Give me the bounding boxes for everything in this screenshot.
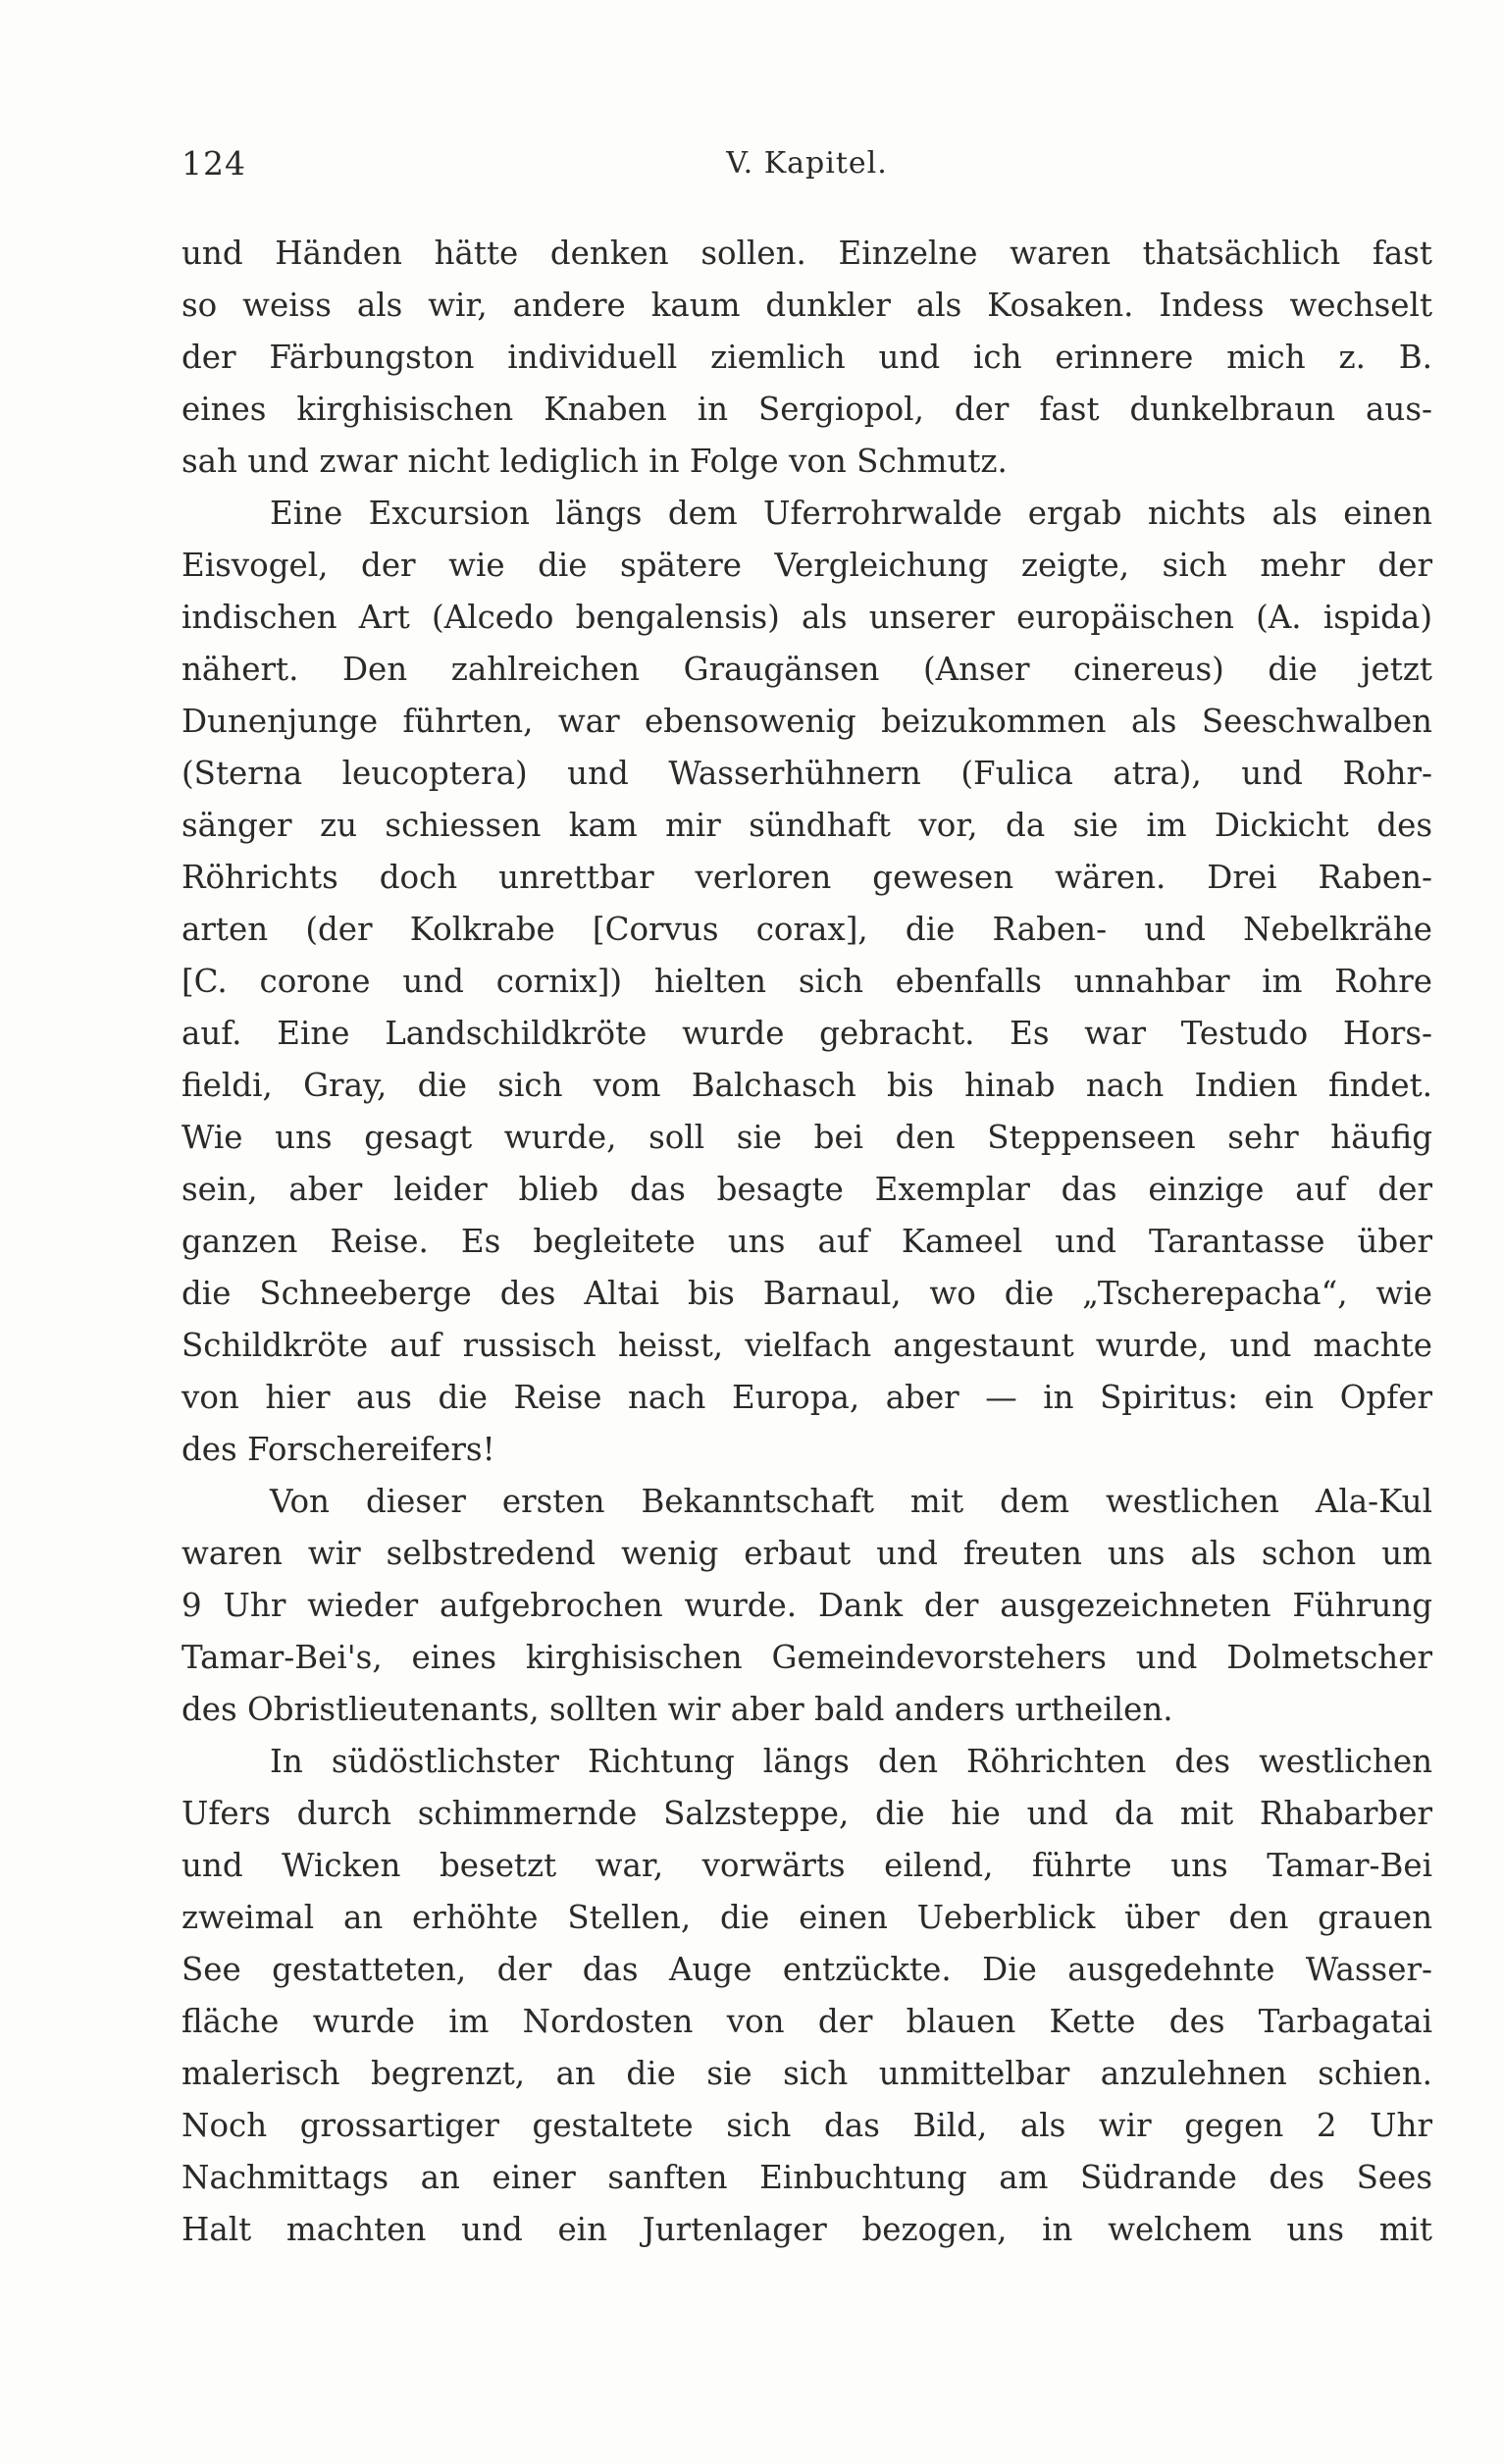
text-line: ganzen Reise. Es begleitete uns auf Kameel und Tarantasse über — [181, 1223, 1432, 1260]
text-line: waren wir selbstredend wenig erbaut und freuten uns als schon um — [181, 1535, 1432, 1572]
body-text — [181, 228, 1432, 2256]
text-line: nähert. Den zahlreichen Graugänsen (Anser cinereus) die jetzt — [181, 651, 1432, 688]
text-line: malerisch begrenzt, an die sie sich unmittelbar anzulehnen schien. — [181, 2055, 1432, 2092]
text-line: zweimal an erhöhte Stellen, die einen Ueberblick über den grauen — [181, 1899, 1432, 1936]
text-line: Röhrichts doch unrettbar verloren gewesen wären. Drei Raben- — [181, 859, 1432, 896]
text-line: In südöstlichster Richtung längs den Röhrichten des westlichen — [270, 1743, 1432, 1780]
text-line: Nachmittags an einer sanften Einbuchtung am Südrande des Sees — [181, 2159, 1432, 2196]
text-line: des Forschereifers! — [181, 1431, 495, 1468]
text-line: auf. Eine Landschildkröte wurde gebracht. Es war Testudo Hors- — [181, 1015, 1432, 1052]
text-line: Schildkröte auf russisch heisst, vielfach angestaunt wurde, und machte — [181, 1327, 1432, 1364]
text-line: sänger zu schiessen kam mir sündhaft vor, da sie im Dickicht des — [181, 807, 1432, 844]
text-line: eines kirghisischen Knaben in Sergiopol, der fast dunkelbraun aus- — [181, 391, 1432, 428]
text-line: von hier aus die Reise nach Europa, aber — in Spiritus: ein Opfer — [181, 1379, 1432, 1416]
text-line: und Händen hätte denken sollen. Einzelne waren thatsächlich fast — [181, 235, 1432, 272]
text-line: Ufers durch schimmernde Salzsteppe, die hie und da mit Rhabarber — [181, 1795, 1432, 1832]
text-line: und Wicken besetzt war, vorwärts eilend, führte uns Tamar-Bei — [181, 1847, 1432, 1884]
running-head — [181, 142, 1432, 185]
text-line: 9 Uhr wieder aufgebrochen wurde. Dank der ausgezeichneten Führung — [181, 1587, 1432, 1624]
text-line: [C. corone und cornix]) hielten sich ebenfalls unnahbar im Rohre — [181, 963, 1432, 1000]
text-line: Von dieser ersten Bekanntschaft mit dem westlichen Ala-Kul — [270, 1483, 1432, 1520]
text-line: arten (der Kolkrabe [Corvus corax], die Raben- und Nebelkrähe — [181, 911, 1432, 948]
text-line: so weiss als wir, andere kaum dunkler als Kosaken. Indess wechselt — [181, 287, 1432, 324]
chapter-title: V. Kapitel. — [726, 146, 888, 181]
text-line: Tamar-Bei's, eines kirghisischen Gemeindevorstehers und Dolmetscher — [181, 1639, 1432, 1676]
text-line: Noch grossartiger gestaltete sich das Bild, als wir gegen 2 Uhr — [181, 2107, 1432, 2144]
text-line: indischen Art (Alcedo bengalensis) als unserer europäischen (A. ispida) — [181, 599, 1432, 636]
text-line: fieldi, Gray, die sich vom Balchasch bis hinab nach Indien findet. — [181, 1067, 1432, 1104]
text-line: sah und zwar nicht lediglich in Folge von Schmutz. — [181, 443, 1008, 480]
text-line: Eine Excursion längs dem Uferrohrwalde ergab nichts als einen — [270, 495, 1432, 532]
text-line: des Obristlieutenants, sollten wir aber bald anders urtheilen. — [181, 1691, 1173, 1728]
text-line: Halt machten und ein Jurtenlager bezogen, in welchem uns mit — [181, 2211, 1432, 2248]
text-line: (Sterna leucoptera) und Wasserhühnern (Fulica atra), und Rohr- — [181, 755, 1432, 792]
text-line: See gestatteten, der das Auge entzückte. Die ausgedehnte Wasser- — [181, 1951, 1432, 1988]
text-line: Eisvogel, der wie die spätere Vergleichung zeigte, sich mehr der — [181, 547, 1432, 584]
text-line: sein, aber leider blieb das besagte Exemplar das einzige auf der — [181, 1171, 1432, 1208]
text-line: fläche wurde im Nordosten von der blauen Kette des Tarbagatai — [181, 2003, 1432, 2040]
text-line: der Färbungston individuell ziemlich und ich erinnere mich z. B. — [181, 339, 1432, 376]
text-line: Wie uns gesagt wurde, soll sie bei den Steppenseen sehr häufig — [181, 1119, 1432, 1156]
text-line: die Schneeberge des Altai bis Barnaul, wo die „Tscherepacha“, wie — [181, 1275, 1432, 1312]
text-line: Dunenjunge führten, war ebensowenig beizukommen als Seeschwalben — [181, 703, 1432, 740]
page-number: 124 — [181, 144, 246, 183]
